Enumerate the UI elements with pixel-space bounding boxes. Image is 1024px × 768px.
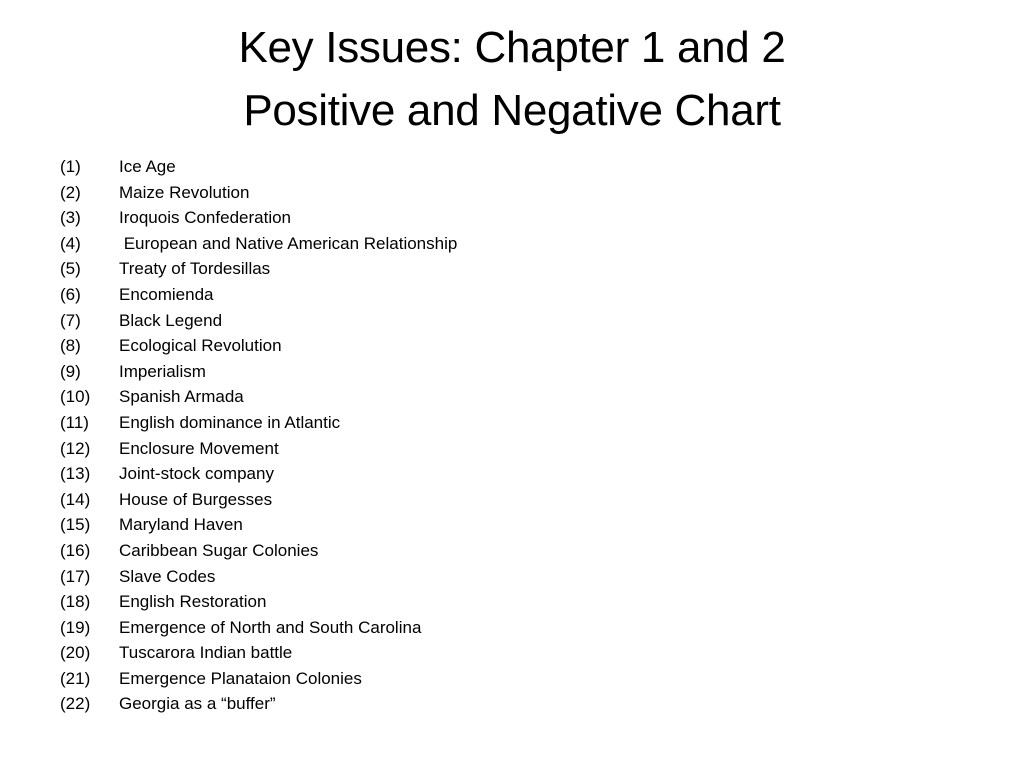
list-item-number: (8) <box>60 336 81 356</box>
list-item-text: Imperialism <box>119 361 206 381</box>
list-item-number: (12) <box>60 438 91 458</box>
list-item-number: (19) <box>60 617 91 637</box>
list-item-number: (14) <box>60 489 91 509</box>
list-item-number: (17) <box>60 566 91 586</box>
list-item-number: (18) <box>60 592 91 612</box>
list-item-number: (6) <box>60 284 81 304</box>
list-item <box>60 282 457 308</box>
list-item-text: Maryland Haven <box>119 515 243 535</box>
list-item-text: Slave Codes <box>119 566 216 586</box>
list-item <box>60 154 457 180</box>
list-item-number: (2) <box>60 182 81 202</box>
list-item <box>60 461 457 487</box>
list-item-text: Joint-stock company <box>119 464 274 484</box>
list-item-number: (1) <box>60 157 81 176</box>
list-item <box>60 666 457 692</box>
list-item-number: (5) <box>60 259 81 279</box>
list-item-text: English dominance in Atlantic <box>119 412 341 432</box>
list-item <box>60 410 457 436</box>
title-line-1: Key Issues: Chapter 1 and 2 <box>238 23 786 72</box>
list-item <box>60 436 457 462</box>
list-item <box>60 691 457 717</box>
list-item <box>60 615 457 641</box>
list-item-text: Spanish Armada <box>119 387 244 407</box>
list-item-number: (3) <box>60 208 81 228</box>
list-item-text: Emergence Planataion Colonies <box>119 668 362 688</box>
list-item-text: Tuscarora Indian battle <box>119 643 293 663</box>
list-item <box>60 538 457 564</box>
list-item <box>60 256 457 282</box>
list-item-number: (11) <box>60 412 89 432</box>
list-item-number: (15) <box>60 515 91 535</box>
list-item-text: Maize Revolution <box>119 182 250 202</box>
list-item-text: Ecological Revolution <box>119 336 282 356</box>
list-item-number: (10) <box>60 387 91 407</box>
slide-title <box>0 16 1024 142</box>
list-item-text: European and Native American Relationship <box>119 233 458 253</box>
title-line-2: Positive and Negative Chart <box>243 86 781 135</box>
list-item-number: (21) <box>60 668 91 688</box>
list-item-text: Emergence of North and South Carolina <box>119 617 422 637</box>
list-item-text: Encomienda <box>119 284 214 304</box>
list-item-text: Ice Age <box>119 157 176 176</box>
list-item <box>60 205 457 231</box>
list-item-text: Caribbean Sugar Colonies <box>119 540 319 560</box>
list-item-number: (16) <box>60 540 91 560</box>
list-item <box>60 384 457 410</box>
list-item <box>60 487 457 513</box>
list-item-text: House of Burgesses <box>119 489 273 509</box>
list-item-text: Georgia as a “buffer” <box>119 694 276 714</box>
list-item-number: (4) <box>60 233 81 253</box>
list-item-text: Iroquois Confederation <box>119 208 292 228</box>
list-item <box>60 180 457 206</box>
list-item-number: (9) <box>60 361 81 381</box>
list-item-number: (22) <box>60 694 91 714</box>
list-item-text: Black Legend <box>119 310 223 330</box>
list-item <box>60 564 457 590</box>
key-issues-list <box>60 154 457 717</box>
list-item <box>60 333 457 359</box>
list-item-number: (13) <box>60 464 91 484</box>
list-item-number: (20) <box>60 643 91 663</box>
list-item-number: (7) <box>60 310 81 330</box>
list-item <box>60 589 457 615</box>
list-item <box>60 640 457 666</box>
list-item-text: English Restoration <box>119 592 267 612</box>
list-item <box>60 308 457 334</box>
list-item <box>60 359 457 385</box>
list-item <box>60 512 457 538</box>
list-item <box>60 231 457 257</box>
list-item-text: Enclosure Movement <box>119 438 279 458</box>
list-item-text: Treaty of Tordesillas <box>119 259 271 279</box>
